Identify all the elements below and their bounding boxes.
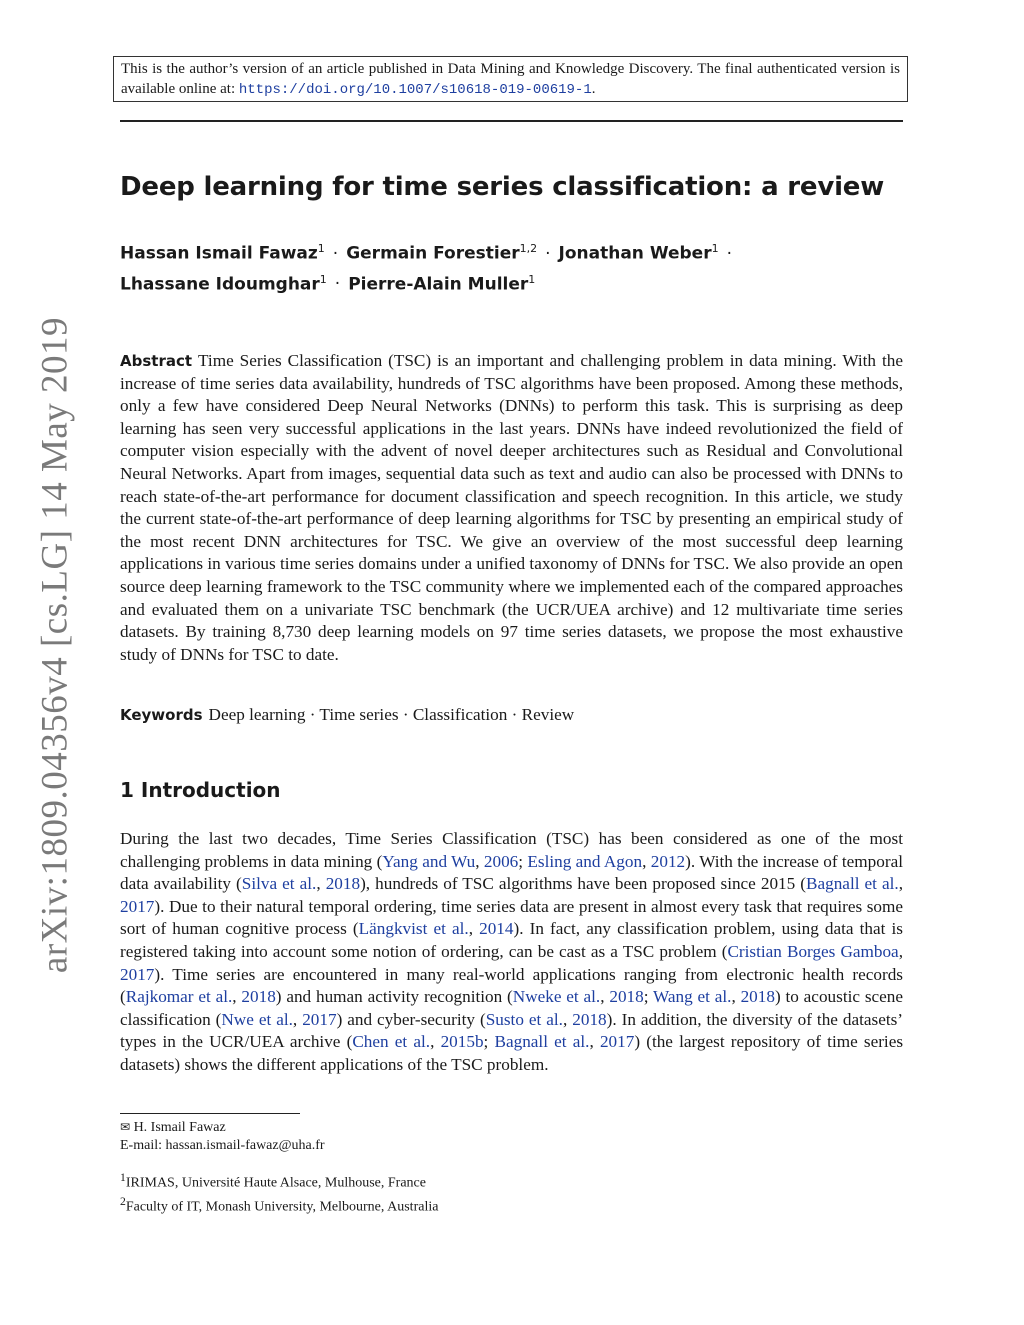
citation-link[interactable]: Chen et al. (352, 1032, 431, 1052)
section-heading: 1 Introduction (120, 778, 281, 802)
keywords (120, 704, 903, 727)
citation-link[interactable]: Nweke et al. (512, 987, 601, 1007)
footnote-rule (120, 1113, 300, 1114)
intro-text: , (430, 1032, 441, 1052)
affiliation-2: $^2$Faculty of IT, Monash University, Melbourne, Australia (120, 1194, 439, 1215)
author-name: Jonathan Weber (558, 243, 712, 264)
keywords-text: Deep learning · Time series · Classification · Review (208, 705, 575, 724)
intro-text: , (292, 1009, 303, 1029)
intro-text: ; (483, 1032, 495, 1052)
introduction-paragraph (120, 828, 903, 1077)
citation-link[interactable]: 2018 (740, 987, 775, 1007)
intro-text: , (731, 987, 741, 1007)
abstract-label: Abstract (120, 352, 193, 370)
citation-link[interactable]: 2018 (572, 1009, 607, 1029)
affiliation-1: $^1$IRIMAS, Université Haute Alsace, Mulhouse, France (120, 1171, 426, 1191)
citation-link[interactable]: 2017 (599, 1032, 635, 1052)
intro-text: , (468, 919, 480, 939)
keywords-label: Keywords (120, 706, 203, 724)
intro-text: ) and human activity recognition ( (275, 987, 513, 1007)
intro-text: , (642, 851, 651, 871)
intro-text: , (316, 874, 326, 894)
intro-text: ; (518, 851, 528, 871)
abstract (120, 350, 903, 666)
intro-text: , (562, 1009, 573, 1029)
intro-text: ). In addition, the diversity of the datasets’ types in the UCR/UEA archive ( (120, 1009, 904, 1052)
intro-text: ; (643, 987, 654, 1007)
publication-notice: This is the author’s version of an article published in Data Mining and Knowledge Discovery. The final authenticated version is available online at: https://doi.org/10.1007/s10618-019-00619-1. (113, 56, 908, 102)
citation-link[interactable]: 2018 (241, 987, 276, 1007)
citation-link[interactable]: Esling and Agon (527, 851, 643, 871)
intro-text: , (898, 941, 903, 961)
author-name: Germain Forestier (346, 243, 520, 264)
citation-link[interactable]: 2017 (120, 896, 155, 916)
citation-link[interactable]: 2012 (650, 851, 686, 871)
citation-link[interactable]: 2018 (325, 874, 361, 894)
envelope-icon: ✉ (120, 1120, 131, 1134)
contact-email: E-mail: hassan.ismail-fawaz@uha.fr (120, 1138, 325, 1153)
intro-text: ) (the largest repository of time series datasets) shows the different applications of the TSC problem. (120, 1032, 904, 1074)
intro-text: ), hundreds of TSC algorithms have been proposed since 2015 ( (360, 874, 807, 894)
header-rule (120, 120, 903, 122)
citation-link[interactable]: Rajkomar et al. (125, 987, 233, 1007)
citation-link[interactable]: 2017 (302, 1009, 337, 1029)
abstract-text: Time Series Classification (TSC) is an important and challenging problem in data mining. With the increase of time series data availability, hundreds of TSC algorithms have been proposed. Among these methods, only a few have considered Deep Neural Networks (DNNs) to perform this task. This is surprising as deep learning has seen very successful applications in the last years. DNNs have indeed revolutionized the field of computer vision especially with the advent of novel deeper architectures such as Residual and Convolutional Neural Networks. Apart from images, sequential data such as text and audio can also be processed with DNNs to reach state-of-the-art performance for document classification and speech recognition. In this article, we study the current state-of-the-art performance of deep learning algorithms for TSC by presenting an empirical study of the most recent DNN architectures for TSC. We give an overview of the most successful deep learning applications in various time series domains under a unified taxonomy of DNNs for TSC. We also provide an open source deep learning framework to the TSC community where we implemented each of the compared approaches and evaluated them on a univariate TSC benchmark (the UCR/UEA archive) and 12 multivariate time series datasets. By training 8,730 deep learning models on 97 time series datasets, we propose the most exhaustive study of DNNs for TSC to date. (120, 351, 903, 664)
citation-link[interactable]: Silva et al. (241, 874, 317, 894)
intro-text: , (898, 874, 904, 894)
citation-link[interactable]: 2014 (479, 919, 514, 939)
notice-text: This is the author’s version of an article published in Data Mining and Knowledge Discovery. The final authenticated version is available online at: (121, 61, 900, 97)
contact-name: H. Ismail Fawaz (133, 1120, 226, 1135)
citation-link[interactable]: Susto et al. (485, 1009, 563, 1029)
citation-link[interactable]: Wang et al. (653, 987, 732, 1007)
intro-text: , (589, 1032, 600, 1052)
citation-link[interactable]: 2017 (120, 964, 155, 984)
citation-link[interactable]: Längkvist et al. (358, 919, 469, 939)
intro-text: ). With the increase of temporal data availability ( (120, 851, 903, 894)
intro-text: ). Time series are encountered in many real-world applications ranging from electronic health records ( (120, 964, 903, 1007)
citation-link[interactable]: 2015b (440, 1032, 484, 1052)
citation-link[interactable]: Bagnall et al. (494, 1032, 590, 1052)
author-name: Lhassane Idoumghar (120, 274, 320, 295)
intro-text: , (475, 851, 484, 871)
citation-link[interactable]: Yang and Wu (382, 851, 476, 871)
citation-link[interactable]: 2006 (483, 851, 519, 871)
author-list: Hassan Ismail Fawaz$^1$ · Germain Forestier$^{1,2}$ · Jonathan Weber$^1$ · Lhassane Idoumghar$^1$ · Pierre-Alain Muller$^1$ (120, 242, 732, 295)
footnotes (120, 1118, 438, 1216)
doi-link[interactable]: https://doi.org/10.1007/s10618-019-00619-1 (238, 82, 592, 98)
intro-text: ) to acoustic scene classification ( (120, 987, 903, 1029)
author-name: Pierre-Alain Muller (348, 274, 529, 295)
arxiv-identifier: arXiv:1809.04356v4 [cs.LG] 14 May 2019 (34, 316, 76, 974)
citation-link[interactable]: Bagnall et al. (806, 874, 899, 894)
paper-title: Deep learning for time series classification: a review (120, 172, 885, 202)
intro-text: , (232, 987, 242, 1007)
citation-link[interactable]: Cristian Borges Gamboa (727, 941, 899, 961)
citation-link[interactable]: Nwe et al. (221, 1009, 293, 1029)
intro-text: During the last two decades, Time Series Classification (TSC) has been considered as one of the most challenging problems in data mining ( (120, 829, 903, 871)
intro-text: ). In fact, any classification problem, using data that is registered taking into account some notion of ordering, can be cast as a TSC problem ( (120, 919, 903, 961)
intro-text: ). Due to their natural temporal ordering, time series data are present in almost every task that requires some sort of human cognitive process ( (120, 896, 903, 939)
author-name: Hassan Ismail Fawaz (120, 243, 318, 264)
intro-text: , (600, 987, 610, 1007)
citation-link[interactable]: 2018 (609, 987, 644, 1007)
intro-text: ) and cyber-security ( (336, 1009, 486, 1029)
